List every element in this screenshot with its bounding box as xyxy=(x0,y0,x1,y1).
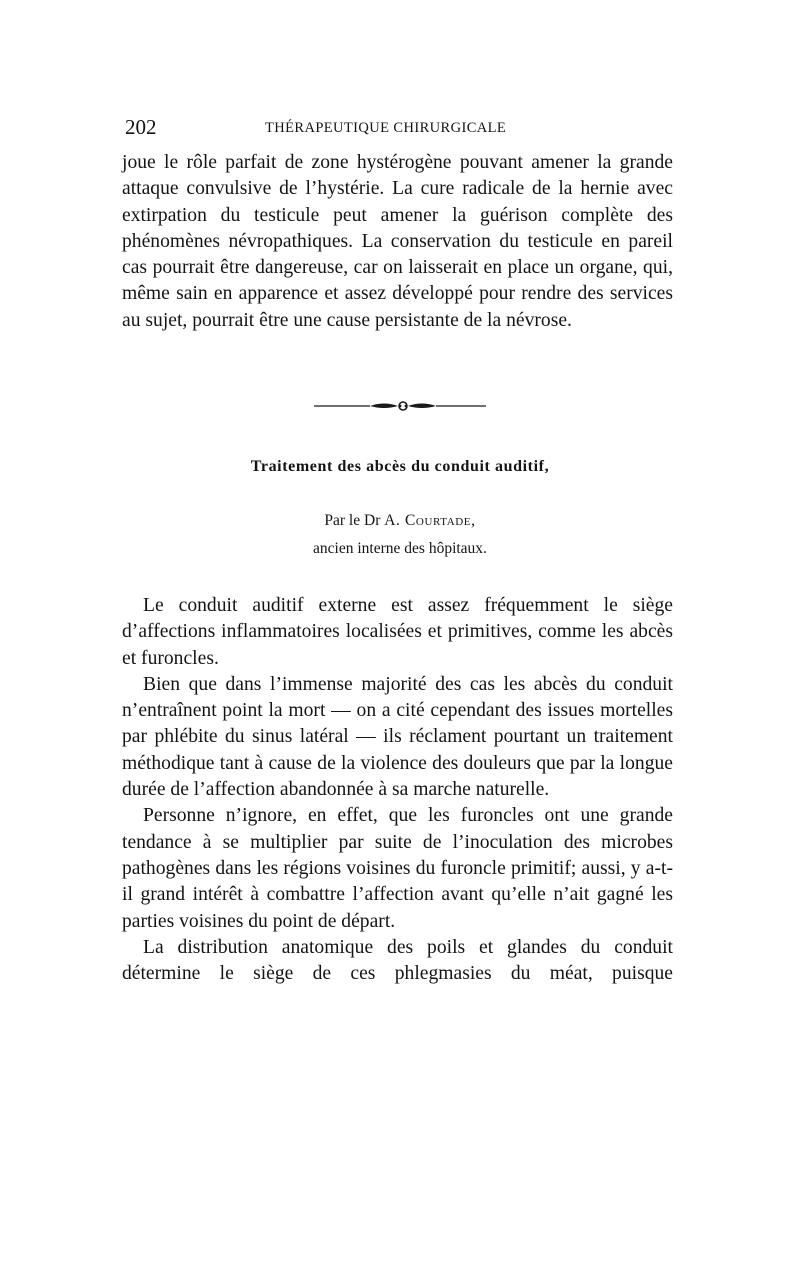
byline-prefix: Par le xyxy=(324,512,361,529)
running-title: THÉRAPEUTIQUE CHIRURGICALE xyxy=(265,120,507,136)
body-paragraph-2: Bien que dans l’immense majorité des cas les abcès du conduit n’entraînent point la mort — on a cité cependant des issues mortelles par phlébite du sinus latéral — ils réclament pourtant un traitement méthodique tant à cause de la violence des douleurs que par la longue durée de l’affection abandonnée à sa marche naturelle. xyxy=(122,673,673,801)
ornamental-divider xyxy=(312,396,488,416)
page-header xyxy=(125,115,675,139)
byline-title: Dr xyxy=(364,512,381,529)
author-affiliation: ancien interne des hôpitaux. xyxy=(313,540,487,557)
page-number: 202 xyxy=(125,115,157,139)
body-paragraph-3: Personne n’ignore, en effet, que les furoncles ont une grande tendance à se multiplier par suite de l’inoculation des microbes pathogènes dans les régions voisines du furoncle primitif; aussi, y a-t-il grand intérêt à combattre l’affection avant qu’elle n’ait gagné les parties voisines du point de départ. xyxy=(122,805,673,932)
article-title: Traitement des abcès du conduit auditif, xyxy=(250,458,550,475)
body-paragraph-1: Le conduit auditif externe est assez fréquemment le siège d’affections inflammatoires localisées et primitives, comme les abcès et furoncles. xyxy=(122,595,673,669)
body-paragraph-4: La distribution anatomique des poils et glandes du conduit détermine le siège de ces phlegmasies du méat, puisque xyxy=(122,936,673,985)
author-name: A. Courtade, xyxy=(384,512,476,529)
article-body xyxy=(122,593,673,987)
article-byline xyxy=(220,512,580,530)
intro-paragraph: joue le rôle parfait de zone hystérogène pouvant amener la grande attaque convulsive de l’hystérie. La cure radicale de la hernie avec extirpation du testicule peut amener la guérison complète des phénomènes névropathiques. La conservation du testicule en pareil cas pourrait être dangereuse, car on laisserait en place un organe, qui, même sain en apparence et assez développé pour rendre des services au sujet, pourrait être une cause persistante de la névrose. xyxy=(122,152,673,331)
